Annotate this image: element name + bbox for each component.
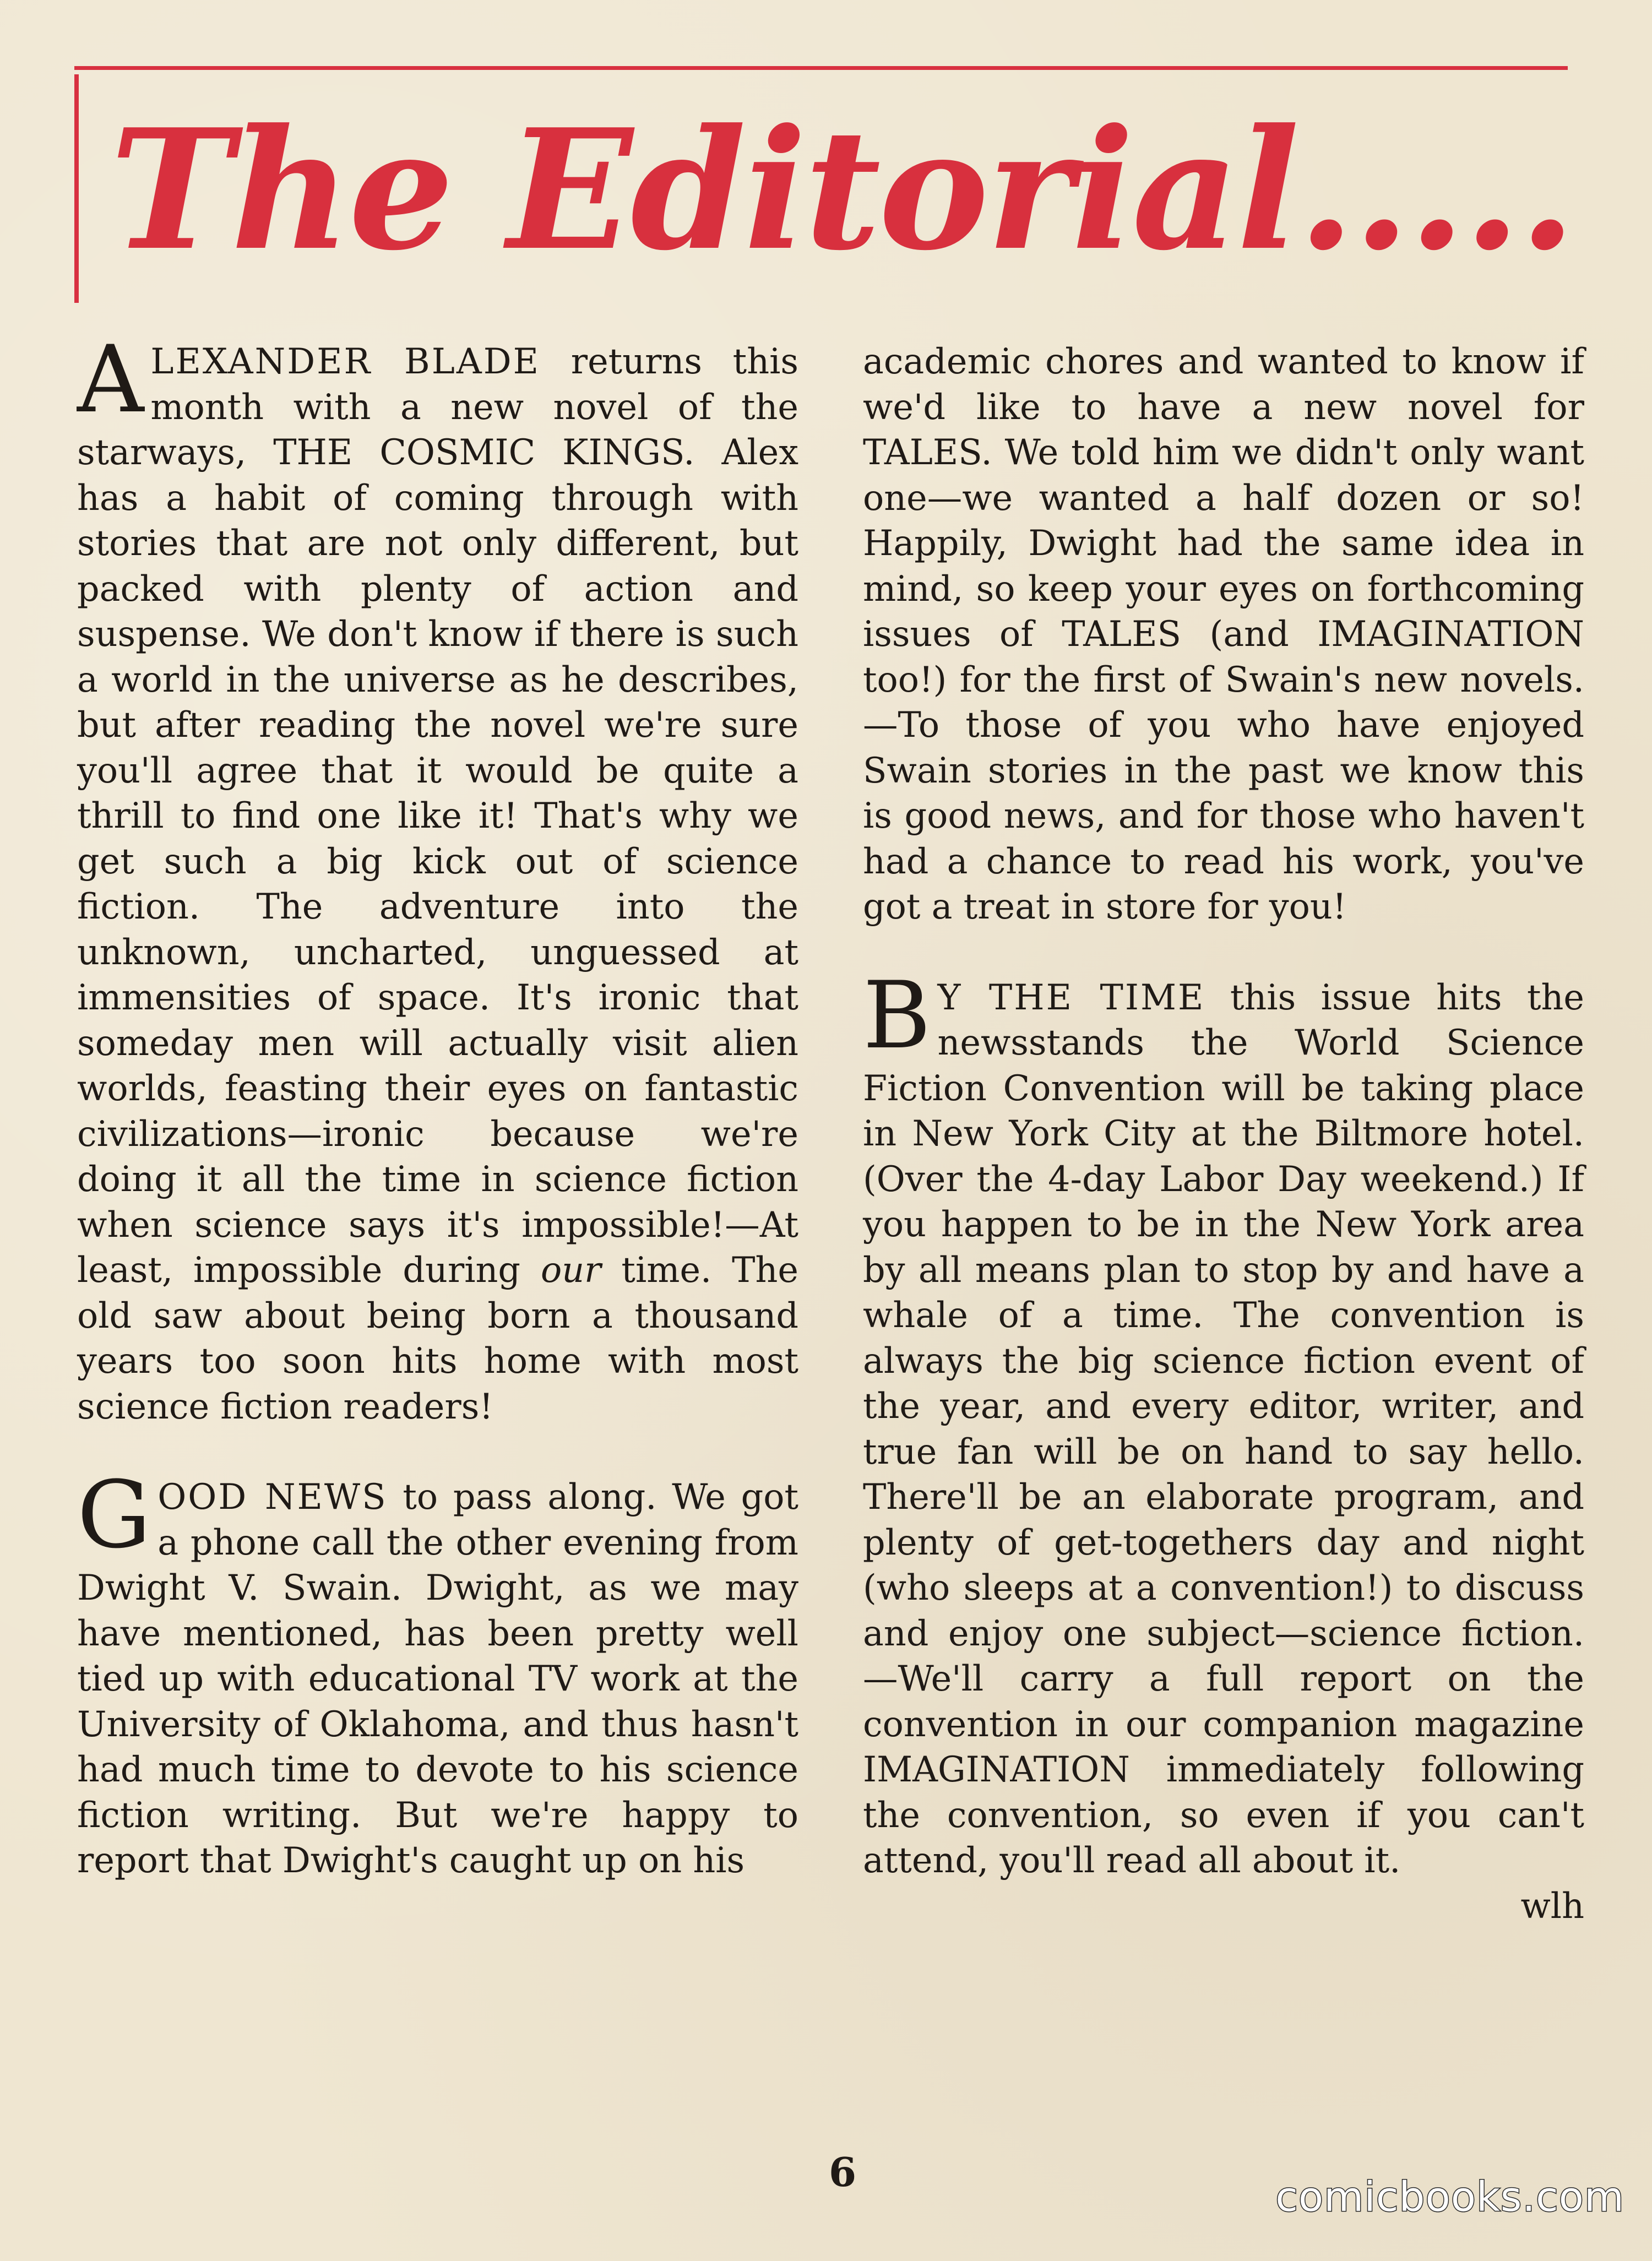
left-column (77, 325, 799, 2150)
paragraph-lead: LEXANDER BLADE (150, 341, 540, 382)
paragraph-text: this issue hits the newsstands the World Science Fiction Convention will be taking place in New York City at the Biltmore hotel. (Over the 4-day Labor Day weekend.) If you happen to be in the New York area by all means plan to stop by and have a whale of a time. The convention is always the big science fiction event of the year, and every editor, writer, and true fan will be on hand to say hello. There'll be an elaborate program, and plenty of get-togethers day and night (who sleeps at a convention!) to discuss and enjoy one subject—science fiction. —We'll carry a full report on the convention in our companion magazine IMAGINATION immediately following the convention, so even if you can't attend, you'll read all about it. (863, 976, 1584, 1880)
watermark-text: comicbooks.com (1275, 2173, 1624, 2221)
drop-cap: B (863, 961, 931, 1069)
editorial-paragraph-2 (77, 1461, 799, 1883)
page-title: The Editorial..... (110, 93, 1574, 287)
editor-signature: wlh (1520, 1885, 1584, 1926)
emphasis-text: our (541, 1249, 601, 1290)
drop-cap: G (77, 1461, 151, 1569)
editorial-paragraph-3: academic chores and wanted to know if we'd like to have a new novel for TALES. We told him we didn't only want one—we wanted a half dozen or so! Happily, Dwight had the same idea in mind, so keep your eyes on forthcoming issues of TALES (and IMAGINATION too!) for the first of Swain's new novels. —To those of you who have enjoyed Swain stories in the past we know this is good news, and for those who haven't had a chance to read his work, you've got a treat in store for you! (863, 341, 1584, 927)
paragraph-text: to pass along. We got a phone call the other evening from Dwight V. Swain. Dwight, as we may have mentioned, has been pretty well tied up with educational TV work at the University of Oklahoma, and thus hasn't had much time to devote to his science fiction writing. But we're happy to report that Dwight's caught up on his (77, 1476, 799, 1880)
drop-cap: A (77, 325, 144, 433)
editorial-paragraph-1 (77, 325, 798, 1429)
paragraph-lead: Y THE TIME (937, 976, 1205, 1018)
signature-line (863, 1883, 1584, 1929)
header-left-rule (74, 74, 79, 303)
page-number: 6 (828, 2149, 857, 2195)
paragraph-tail: time. The old saw about being born a thousand years too soon hits home with most science fiction readers! (77, 1249, 798, 1427)
editorial-paragraph-4 (863, 961, 1584, 1883)
right-column (863, 339, 1584, 2150)
paragraph-text: returns this month with a new novel of the starways, THE COSMIC KINGS. Alex has a habit of coming through with stories that are not only different, but packed with plenty of action and suspense. We don't know if there is such a world in the universe as he describes, but after reading the novel we're sure you'll agree that it would be quite a thrill to find one like it! That's why we get such a big kick out of science fiction. The adventure into the unknown, uncharted, unguessed at immensities of space. It's ironic that someday men will actually visit alien worlds, feasting their eyes on fantastic civilizations—ironic because we're doing it all the time in science fiction when science says it's impossible!—At least, impossible during (77, 341, 798, 1290)
paragraph-lead: OOD NEWS (157, 1476, 388, 1517)
header-top-rule (74, 66, 1568, 70)
